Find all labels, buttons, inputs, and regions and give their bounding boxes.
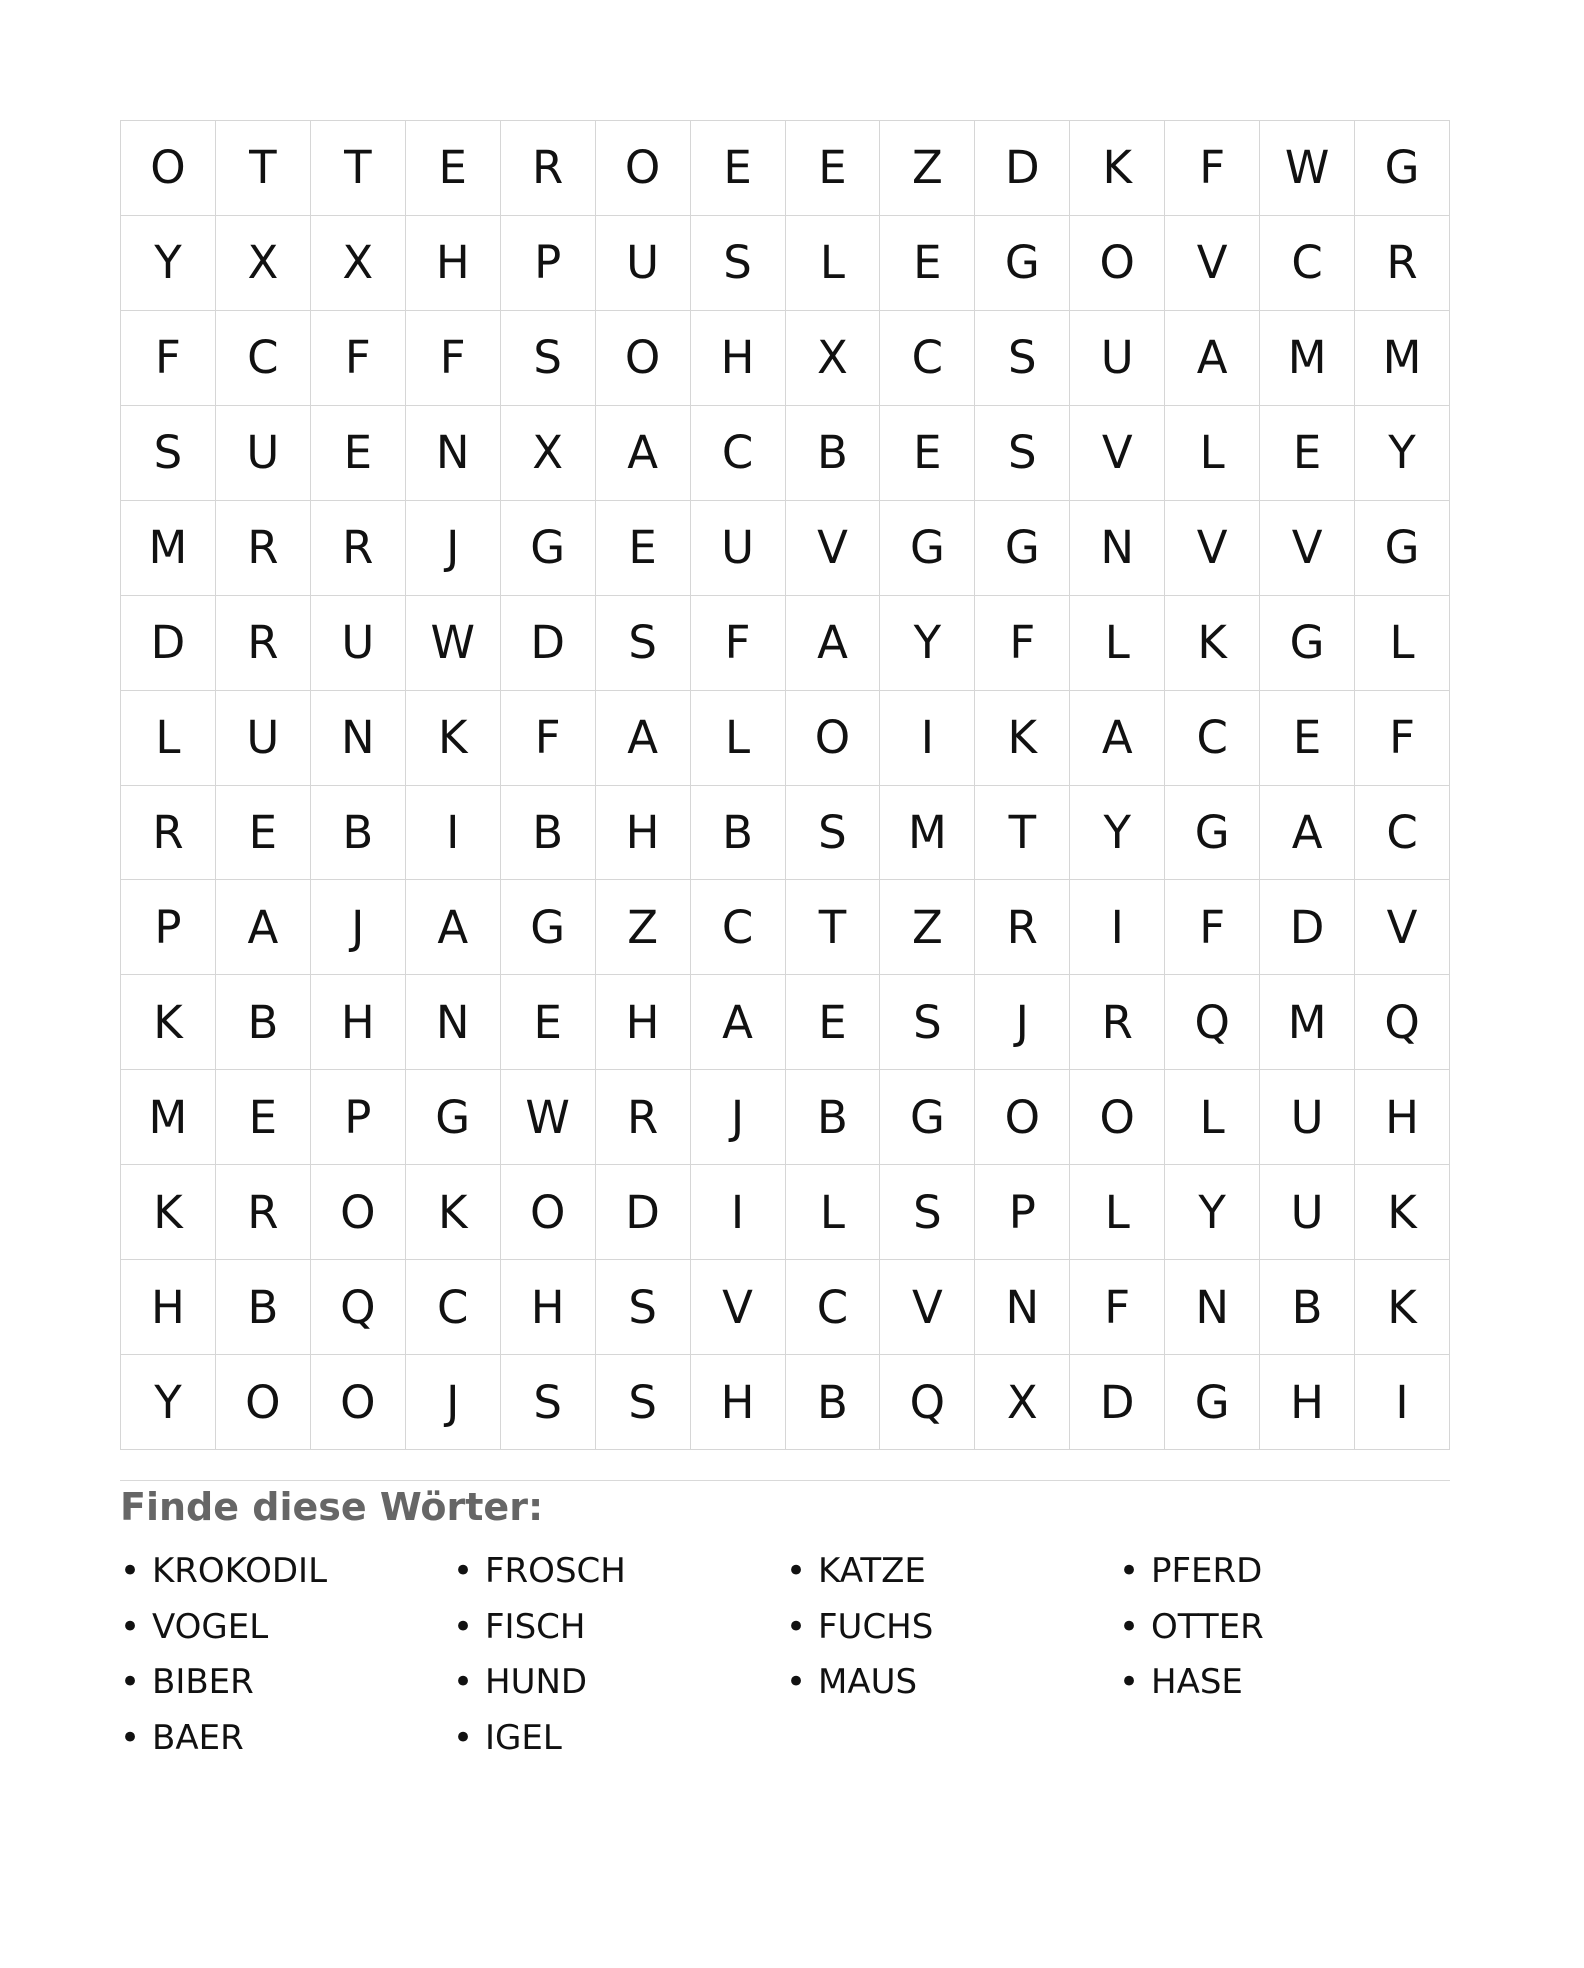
grid-cell[interactable]: H (596, 786, 691, 881)
grid-cell[interactable]: B (691, 786, 786, 881)
grid-cell[interactable]: F (1165, 880, 1260, 975)
grid-cell[interactable]: L (691, 691, 786, 786)
grid-cell[interactable]: A (691, 975, 786, 1070)
grid-cell[interactable]: P (311, 1070, 406, 1165)
word-list-item: • KATZE (786, 1544, 1119, 1600)
grid-cell[interactable]: Q (1165, 975, 1260, 1070)
grid-cell[interactable]: R (311, 501, 406, 596)
grid-cell[interactable]: V (1260, 501, 1355, 596)
grid-cell[interactable]: S (501, 1355, 596, 1450)
grid-cell[interactable]: O (1070, 216, 1165, 311)
grid-cell[interactable]: Y (121, 1355, 216, 1450)
grid-cell[interactable]: H (121, 1260, 216, 1355)
grid-cell[interactable]: R (1355, 216, 1450, 311)
grid-cell[interactable]: A (596, 691, 691, 786)
grid-cell[interactable]: Z (596, 880, 691, 975)
grid-cell[interactable]: E (501, 975, 596, 1070)
grid-cell[interactable]: J (406, 1355, 501, 1450)
grid-cell[interactable]: P (501, 216, 596, 311)
grid-cell[interactable]: V (1165, 501, 1260, 596)
grid-cell[interactable]: V (1070, 406, 1165, 501)
grid-cell[interactable]: E (216, 1070, 311, 1165)
grid-cell[interactable]: B (311, 786, 406, 881)
grid-cell[interactable]: F (311, 311, 406, 406)
grid-cell[interactable]: T (975, 786, 1070, 881)
word-list-item: • FUCHS (786, 1600, 1119, 1656)
grid-cell[interactable]: Y (1070, 786, 1165, 881)
grid-cell[interactable]: Z (880, 121, 975, 216)
grid-cell[interactable]: U (216, 691, 311, 786)
grid-cell[interactable]: K (1165, 596, 1260, 691)
grid-cell[interactable]: O (311, 1355, 406, 1450)
grid-cell[interactable]: B (1260, 1260, 1355, 1355)
grid-cell[interactable]: S (596, 596, 691, 691)
grid-cell[interactable]: O (501, 1165, 596, 1260)
word-list-item: • KROKODIL (120, 1544, 453, 1600)
grid-cell[interactable]: N (406, 406, 501, 501)
grid-cell[interactable]: R (216, 501, 311, 596)
grid-cell[interactable]: G (1355, 501, 1450, 596)
grid-cell[interactable]: K (406, 1165, 501, 1260)
grid-cell[interactable]: U (1260, 1165, 1355, 1260)
grid-cell[interactable]: Z (880, 880, 975, 975)
grid-cell[interactable]: J (311, 880, 406, 975)
grid-cell[interactable]: U (311, 596, 406, 691)
grid-cell[interactable]: Q (880, 1355, 975, 1450)
grid-cell[interactable]: V (1165, 216, 1260, 311)
grid-cell[interactable]: R (1070, 975, 1165, 1070)
grid-cell[interactable]: F (501, 691, 596, 786)
grid-cell[interactable]: V (691, 1260, 786, 1355)
word-list-item: • PFERD (1119, 1544, 1452, 1600)
grid-cell[interactable]: V (786, 501, 881, 596)
grid-cell[interactable]: M (1260, 311, 1355, 406)
grid-cell[interactable]: D (1070, 1355, 1165, 1450)
grid-cell[interactable]: C (880, 311, 975, 406)
divider (120, 1480, 1450, 1481)
grid-cell[interactable]: G (880, 1070, 975, 1165)
grid-cell[interactable]: L (786, 216, 881, 311)
grid-cell[interactable]: K (121, 975, 216, 1070)
grid-cell[interactable]: N (311, 691, 406, 786)
grid-cell[interactable]: J (406, 501, 501, 596)
grid-cell[interactable]: B (786, 1070, 881, 1165)
grid-cell[interactable]: E (1260, 406, 1355, 501)
grid-cell[interactable]: X (501, 406, 596, 501)
grid-cell[interactable]: S (786, 786, 881, 881)
grid-cell[interactable]: G (975, 501, 1070, 596)
grid-cell[interactable]: O (596, 311, 691, 406)
grid-cell[interactable]: S (596, 1355, 691, 1450)
grid-cell[interactable]: C (691, 406, 786, 501)
grid-cell[interactable]: H (406, 216, 501, 311)
grid-cell[interactable]: T (216, 121, 311, 216)
grid-cell[interactable]: B (786, 1355, 881, 1450)
grid-cell[interactable]: D (501, 596, 596, 691)
grid-cell[interactable]: R (216, 1165, 311, 1260)
grid-cell[interactable]: D (121, 596, 216, 691)
grid-cell[interactable]: O (786, 691, 881, 786)
grid-cell[interactable]: K (975, 691, 1070, 786)
word-list-item: • HASE (1119, 1655, 1452, 1711)
grid-cell[interactable]: Y (880, 596, 975, 691)
grid-cell[interactable]: B (216, 975, 311, 1070)
grid-cell[interactable]: O (216, 1355, 311, 1450)
grid-cell[interactable]: A (406, 880, 501, 975)
grid-cell[interactable]: H (311, 975, 406, 1070)
grid-cell[interactable]: I (880, 691, 975, 786)
grid-cell[interactable]: S (121, 406, 216, 501)
grid-cell[interactable]: C (1260, 216, 1355, 311)
word-list (120, 1544, 1450, 1766)
grid-cell[interactable]: U (216, 406, 311, 501)
grid-cell[interactable]: O (121, 121, 216, 216)
grid-cell[interactable]: P (975, 1165, 1070, 1260)
grid-cell[interactable]: T (786, 880, 881, 975)
grid-cell[interactable]: E (406, 121, 501, 216)
grid-cell[interactable]: H (691, 311, 786, 406)
grid-cell[interactable]: W (1260, 121, 1355, 216)
grid-cell[interactable]: S (596, 1260, 691, 1355)
grid-cell[interactable]: O (975, 1070, 1070, 1165)
grid-cell[interactable]: G (975, 216, 1070, 311)
grid-cell[interactable]: K (1355, 1165, 1450, 1260)
grid-cell[interactable]: R (596, 1070, 691, 1165)
grid-cell[interactable]: N (975, 1260, 1070, 1355)
grid-cell[interactable]: F (1070, 1260, 1165, 1355)
letter-grid (120, 120, 1450, 1450)
grid-cell[interactable]: L (1070, 1165, 1165, 1260)
grid-cell[interactable]: B (786, 406, 881, 501)
grid-cell[interactable]: L (1070, 596, 1165, 691)
grid-cell[interactable]: F (975, 596, 1070, 691)
word-list-item: • BIBER (120, 1655, 453, 1711)
grid-cell[interactable]: I (1070, 880, 1165, 975)
grid-cell[interactable]: U (1070, 311, 1165, 406)
grid-cell[interactable]: O (596, 121, 691, 216)
grid-cell[interactable]: I (406, 786, 501, 881)
grid-cell[interactable]: Y (1355, 406, 1450, 501)
grid-cell[interactable]: A (1165, 311, 1260, 406)
grid-cell[interactable]: U (596, 216, 691, 311)
word-list-item: • VOGEL (120, 1600, 453, 1656)
grid-cell[interactable]: E (880, 406, 975, 501)
grid-cell[interactable]: U (1260, 1070, 1355, 1165)
grid-cell[interactable]: T (311, 121, 406, 216)
grid-cell[interactable]: L (786, 1165, 881, 1260)
grid-cell[interactable]: L (1165, 406, 1260, 501)
grid-cell[interactable]: H (501, 1260, 596, 1355)
grid-cell[interactable]: E (786, 975, 881, 1070)
grid-cell[interactable]: F (1355, 691, 1450, 786)
grid-cell[interactable]: C (216, 311, 311, 406)
grid-cell[interactable]: A (786, 596, 881, 691)
grid-cell[interactable]: V (1355, 880, 1450, 975)
word-list-item: • HUND (453, 1655, 786, 1711)
grid-cell[interactable]: F (1165, 121, 1260, 216)
grid-cell[interactable]: S (501, 311, 596, 406)
word-list-item: • FROSCH (453, 1544, 786, 1600)
grid-cell[interactable]: M (121, 501, 216, 596)
grid-cell[interactable]: G (880, 501, 975, 596)
grid-cell[interactable]: V (880, 1260, 975, 1355)
grid-cell[interactable]: X (216, 216, 311, 311)
grid-cell[interactable]: I (1355, 1355, 1450, 1450)
grid-cell[interactable]: W (406, 596, 501, 691)
grid-cell[interactable]: I (691, 1165, 786, 1260)
grid-cell[interactable]: A (1070, 691, 1165, 786)
grid-cell[interactable]: K (1070, 121, 1165, 216)
grid-cell[interactable]: D (1260, 880, 1355, 975)
grid-cell[interactable]: R (121, 786, 216, 881)
grid-cell[interactable]: C (786, 1260, 881, 1355)
word-list-item: • BAER (120, 1711, 453, 1767)
grid-cell[interactable]: Q (1355, 975, 1450, 1070)
grid-cell[interactable]: K (406, 691, 501, 786)
grid-cell[interactable]: O (311, 1165, 406, 1260)
grid-cell[interactable]: Y (121, 216, 216, 311)
grid-cell[interactable]: C (1165, 691, 1260, 786)
grid-cell[interactable]: D (596, 1165, 691, 1260)
grid-cell[interactable]: E (691, 121, 786, 216)
word-list-item: • FISCH (453, 1600, 786, 1656)
grid-cell[interactable]: Q (311, 1260, 406, 1355)
grid-cell[interactable]: J (975, 975, 1070, 1070)
grid-cell[interactable]: P (121, 880, 216, 975)
grid-cell[interactable]: S (975, 311, 1070, 406)
grid-cell[interactable]: L (1355, 596, 1450, 691)
grid-cell[interactable]: S (880, 975, 975, 1070)
grid-cell[interactable]: E (311, 406, 406, 501)
grid-cell[interactable]: M (880, 786, 975, 881)
grid-cell[interactable]: N (1070, 501, 1165, 596)
grid-cell[interactable]: E (880, 216, 975, 311)
grid-cell[interactable]: W (501, 1070, 596, 1165)
grid-cell[interactable]: H (596, 975, 691, 1070)
grid-cell[interactable]: X (311, 216, 406, 311)
grid-cell[interactable]: S (975, 406, 1070, 501)
grid-cell[interactable]: E (596, 501, 691, 596)
grid-cell[interactable]: S (691, 216, 786, 311)
grid-cell[interactable]: F (121, 311, 216, 406)
grid-cell[interactable]: N (406, 975, 501, 1070)
grid-cell[interactable]: G (1165, 1355, 1260, 1450)
grid-cell[interactable]: N (1165, 1260, 1260, 1355)
grid-cell[interactable]: B (216, 1260, 311, 1355)
grid-cell[interactable]: G (1355, 121, 1450, 216)
grid-cell[interactable]: R (501, 121, 596, 216)
grid-cell[interactable]: H (691, 1355, 786, 1450)
grid-cell[interactable]: K (121, 1165, 216, 1260)
word-list-item: • OTTER (1119, 1600, 1452, 1656)
grid-cell[interactable]: G (1165, 786, 1260, 881)
grid-cell[interactable]: H (1355, 1070, 1450, 1165)
grid-cell[interactable]: G (406, 1070, 501, 1165)
grid-cell[interactable]: M (1355, 311, 1450, 406)
word-list-heading: Finde diese Wörter: (120, 1485, 544, 1529)
grid-cell[interactable]: L (121, 691, 216, 786)
grid-cell[interactable]: C (691, 880, 786, 975)
grid-cell[interactable]: B (501, 786, 596, 881)
grid-cell[interactable]: Y (1165, 1165, 1260, 1260)
grid-cell[interactable]: E (786, 121, 881, 216)
grid-cell[interactable]: C (1355, 786, 1450, 881)
grid-cell[interactable]: O (1070, 1070, 1165, 1165)
grid-cell[interactable]: G (1260, 596, 1355, 691)
grid-cell[interactable]: X (975, 1355, 1070, 1450)
grid-cell[interactable]: M (1260, 975, 1355, 1070)
grid-cell[interactable]: G (501, 880, 596, 975)
grid-cell[interactable]: E (216, 786, 311, 881)
word-list-item: • MAUS (786, 1655, 1119, 1711)
grid-cell[interactable]: F (691, 596, 786, 691)
grid-cell[interactable]: M (121, 1070, 216, 1165)
grid-cell[interactable]: F (406, 311, 501, 406)
grid-cell[interactable]: S (880, 1165, 975, 1260)
word-list-item: • IGEL (453, 1711, 786, 1767)
grid-cell[interactable]: G (501, 501, 596, 596)
grid-cell[interactable]: A (216, 880, 311, 975)
grid-cell[interactable]: E (1260, 691, 1355, 786)
grid-cell[interactable]: R (975, 880, 1070, 975)
grid-cell[interactable]: K (1355, 1260, 1450, 1355)
grid-cell[interactable]: C (406, 1260, 501, 1355)
grid-cell[interactable]: A (596, 406, 691, 501)
grid-cell[interactable]: X (786, 311, 881, 406)
grid-cell[interactable]: J (691, 1070, 786, 1165)
grid-cell[interactable]: L (1165, 1070, 1260, 1165)
grid-cell[interactable]: U (691, 501, 786, 596)
grid-cell[interactable]: D (975, 121, 1070, 216)
grid-cell[interactable]: H (1260, 1355, 1355, 1450)
grid-cell[interactable]: A (1260, 786, 1355, 881)
grid-cell[interactable]: R (216, 596, 311, 691)
